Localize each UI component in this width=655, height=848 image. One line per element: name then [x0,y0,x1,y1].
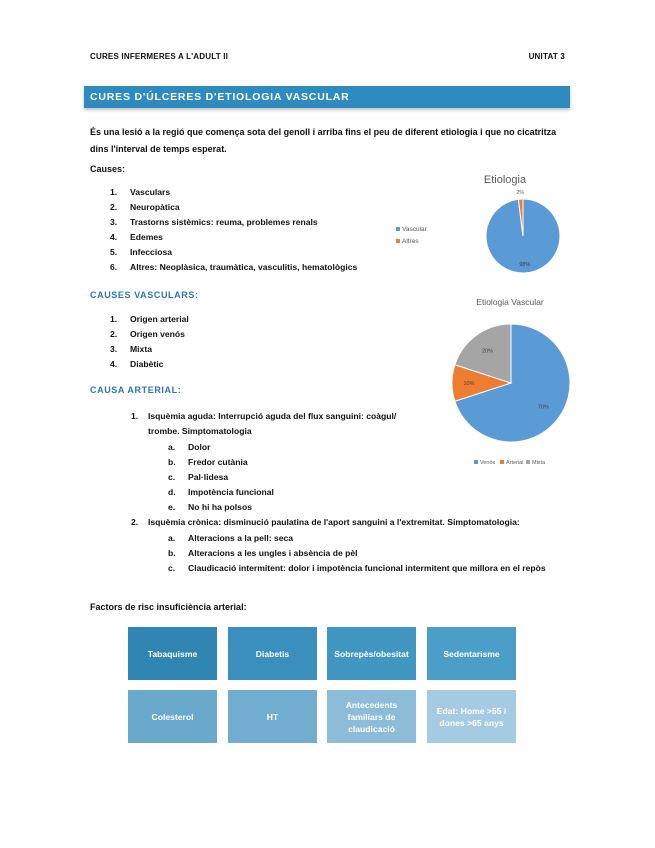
list-item: 2. Origen venós [110,329,185,339]
legend-swatch [474,460,478,464]
list-item: 1. Vasculars [110,187,171,197]
running-header-unit: UNITAT 3 [528,52,565,61]
risk-factor-colesterol: Colesterol [128,690,217,743]
list-item: a. Dolor [168,442,211,452]
etiologia-vascular-pie-chart [440,293,580,473]
list-item: 6. Altres: Neoplàsica, traumàtica, vasculitis, hematològics [110,262,358,272]
intro-paragraph: És una lesió a la regió que comença sota del genoll i arriba fins el peu de diferent etiologia i que no cicatritza dins l'interval de temps esperat. [90,127,557,154]
factors-label: Factors de risc insuficiència arterial: [90,602,247,612]
list-item: d. Impotència funcional [168,487,274,497]
data-label: 98% [519,261,531,268]
list-item: 3. Mixta [110,344,152,354]
legend-label: Mixta [532,460,546,466]
risk-factor-edat: Edat: Home >55 i dones >65 anys [427,690,516,743]
data-label: 2% [516,190,525,197]
legend-swatch [526,460,530,464]
legend-label: Altres [402,238,419,245]
section-banner: CURES D'ÚLCERES D'ETIOLOGIA VASCULAR [84,86,570,108]
arterial-item-1: 1. Isquèmia aguda: Interrupció aguda del flux sanguini: coàgul/ trombe. Simptomatologia [131,411,397,436]
legend-swatch [396,239,400,243]
chart-title: Etiologia Vascular [476,297,544,307]
risk-factor-tabaquisme: Tabaquisme [128,627,217,680]
causes-vasculars-heading: CAUSES VASCULARS: [90,290,199,300]
data-label: 20% [481,348,493,355]
causa-arterial-heading: CAUSA ARTERIAL: [90,385,182,395]
causes-list [110,185,357,275]
list-item: 5. Infecciosa [110,247,173,257]
risk-factor-obesitat: Sobrepès/obesitat [327,627,416,680]
risk-factor-antecedents: Antecedents familiars de claudicació [327,690,416,743]
causes-label: Causes: [90,164,126,174]
risk-factor-diabetis: Diabetis [228,627,317,680]
list-item: 1. Origen arterial [110,314,189,324]
list-item: 4. Diabètic [110,359,164,369]
etiologia-pie-chart [388,165,578,277]
risk-factor-ht: HT [228,690,317,743]
arterial-symptoms-acute [168,440,274,515]
list-item: a. Alteracions a la pell: seca [168,533,294,543]
legend-label: Arterial [506,460,524,466]
list-item: 3. Trastorns sistèmics: reuma, problemes renals [110,217,318,227]
legend-swatch [500,460,504,464]
causes-vasculars-list [110,312,189,372]
list-item: b. Fredor cutània [168,457,248,467]
list-item: b. Alteracions a les ungles i absència de pèl [168,548,358,558]
data-label: 10% [463,381,475,387]
legend-swatch [396,227,400,231]
list-item: c. Claudicació intermitent: dolor i impotència funcional intermitent que millora en el repòs [168,563,546,573]
legend-label: Venós [480,460,496,466]
data-label: 70% [537,404,549,411]
running-header-title: CURES INFERMERES A L'ADULT II [90,52,229,61]
chart-title: Etiologia [483,174,527,186]
arterial-item-2: 2. Isquèmia crònica: disminució paulatina de l'aport sanguini a l'extremitat. Simptomatologia: [131,517,520,527]
legend-label: Vascular [402,226,427,233]
list-item: e. No hi ha polsos [168,502,252,512]
list-item: 4. Edemes [110,232,163,242]
list-item: c. Pal·lidesa [168,472,229,482]
arterial-symptoms-chronic [168,531,553,576]
list-item: 2. Neuropàtica [110,202,180,212]
risk-factor-sedentarisme: Sedentarisme [427,627,516,680]
